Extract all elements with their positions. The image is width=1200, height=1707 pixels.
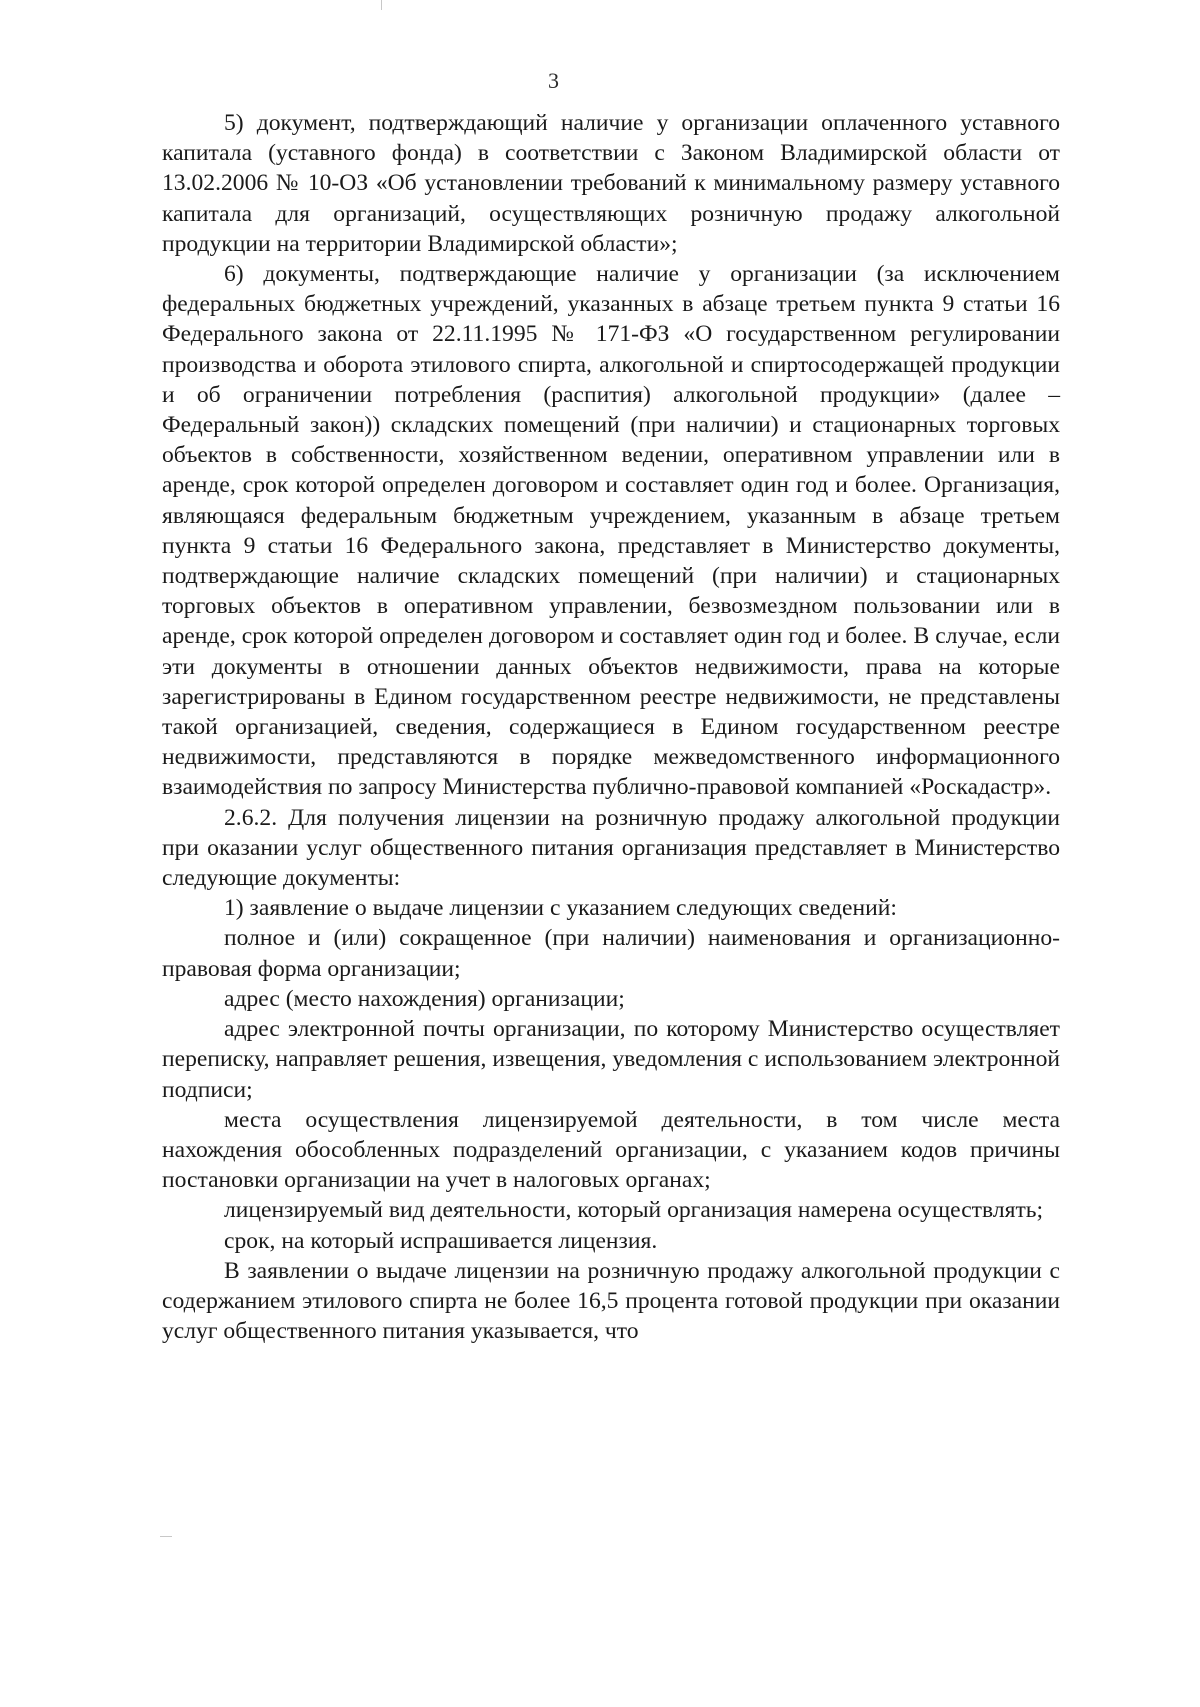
paragraph-address: адрес (место нахождения) организации; — [224, 985, 625, 1012]
scan-mark-bottom — [160, 1536, 172, 1537]
paragraph-email: адрес электронной почты организации, по которому Министерство осуществляет переписку, направляет решения, извещения, уведомления с использованием электронной подписи; — [162, 1016, 1060, 1103]
paragraph-application: 1) заявление о выдаче лицензии с указанием следующих сведений: — [224, 895, 897, 922]
document-body — [162, 108, 1060, 1346]
paragraph-application-note: В заявлении о выдаче лицензии на розничную продажу алкогольной продукции с содержанием этилового спирта не более 16,5 процента готовой продукции при оказании услуг общественного питания указывается, что — [162, 1257, 1060, 1345]
paragraph-item-6: 6) документы, подтверждающие наличие у организации (за исключением федеральных бюджетных учреждений, указанных в абзаце третьем пункта 9 статьи 16 Федерального закона от 22.11.1995 № 171-ФЗ «О государственном регулировании производства и оборота этилового спирта, алкогольной и спиртосодержащей продукции и об ограничении потребления (распития) алкогольной продукции» (далее – Федеральный закон)) складских помещений (при наличии) и стационарных торговых объектов в собственности, хозяйственном ведении, оперативном управлении или в аренде, срок которой определен договором и составляет один год и более. Организация, являющаяся федеральным бюджетным учреждением, указанным в абзаце третьем пункта 9 статьи 16 Федерального закона, представляет в Министерство документы, подтверждающие наличие складских помещений (при наличии) и стационарных торговых объектов в оперативном управлении, безвозмездном пользовании или в аренде, срок которой определен договором и составляет один год и более. В случае, если эти документы в отношении данных объектов недвижимости, права на которые зарегистрированы в Едином государственном реестре недвижимости, не представлены такой организацией, сведения, содержащиеся в Едином государственном реестре недвижимости, представляются в порядке межведомственного информационного взаимодействия по запросу Министерства публично-правовой компанией «Роскадастр». — [162, 261, 1060, 801]
paragraph-section-2-6-2: 2.6.2. Для получения лицензии на розничную продажу алкогольной продукции при оказании услуг общественного питания организация представляет в Министерство следующие документы: — [162, 804, 1060, 892]
paragraph-item-5: 5) документ, подтверждающий наличие у организации оплаченного уставного капитала (уставного фонда) в соответствии с Законом Владимирской области от 13.02.2006 № 10-ОЗ «Об установлении требований к минимальному размеру уставного капитала для организаций, осуществляющих розничную продажу алкогольной продукции на территории Владимирской области»; — [162, 110, 1060, 257]
page-number: 3 — [548, 68, 559, 93]
paragraph-name: полное и (или) сокращенное (при наличии) наименования и организационно-правовая форма организации; — [162, 925, 1060, 982]
paragraph-term: срок, на который испрашивается лицензия. — [224, 1227, 658, 1254]
scan-mark-top — [381, 0, 382, 10]
paragraph-activity: лицензируемый вид деятельности, который организация намерена осуществлять; — [224, 1197, 1044, 1224]
paragraph-locations: места осуществления лицензируемой деятельности, в том числе места нахождения обособленных подразделений организации, с указанием кодов причины постановки организации на учет в налоговых органах; — [162, 1106, 1060, 1194]
